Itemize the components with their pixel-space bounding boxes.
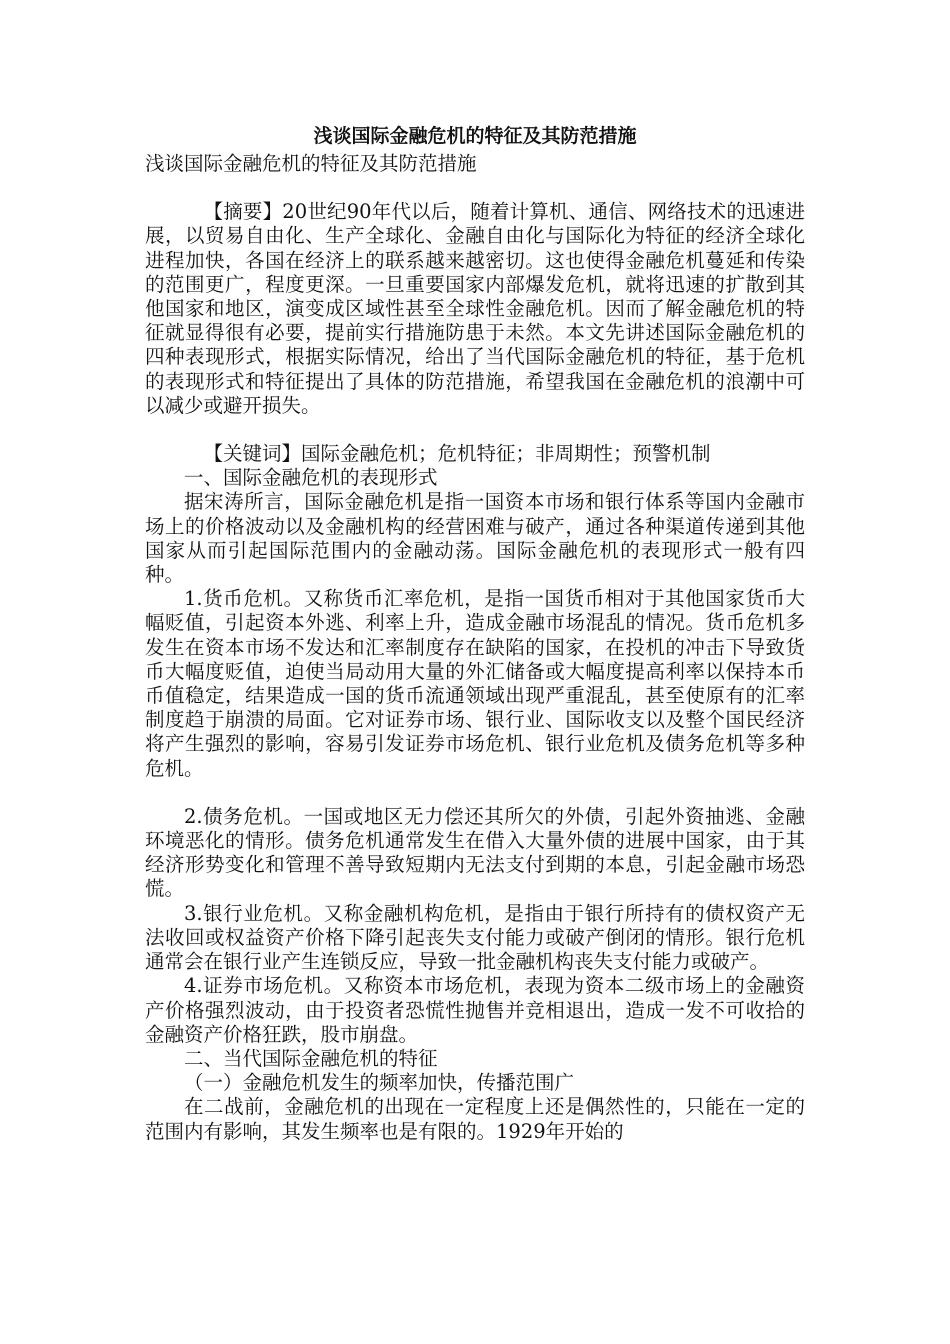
subsection-heading-2-1: （一）金融危机发生的频率加快，传播范围广 [184,1071,575,1095]
section-heading-1: 一、国际金融危机的表现形式 [184,466,438,490]
banking-crisis-paragraph: 3.银行业危机。又称金融机构危机，是指由于银行所持有的债权资产无法收回或权益资产价格下降引起丧失支付能力或破产倒闭的情形。银行危机通常会在银行业产生连锁反应，导致一批金融机构丧失支付能力或破产。 [145,901,805,974]
section-heading-2: 二、当代国际金融危机的特征 [184,1046,438,1070]
securities-crisis-paragraph: 4.证券市场危机。又称资本市场危机，表现为资本二级市场上的金融资产价格强烈波动，由于投资者恐慌性抛售并竞相退出，造成一发不可收拾的金融资产价格狂跌，股市崩盘。 [145,974,805,1046]
abstract-paragraph: 【摘要】20世纪90年代以后，随着计算机、通信、网络技术的迅速进展，以贸易自由化、生产全球化、金融自由化与国际化为特征的经济全球化进程加快，各国在经济上的联系越来越密切。这也使得金融危机蔓延和传染的范围更广，程度更深。一旦重要国家内部爆发危机，就将迅速的扩散到其他国家和地区，演变成区域性甚至全球性金融危机。因而了解金融危机的特征就显得很有必要，提前实行措施防患于未然。本文先讲述国际金融危机的四种表现形式，根据实际情况，给出了当代国际金融危机的特征，基于危机的表现形式和特征提出了具体的防范措施，希望我国在金融危机的浪潮中可以减少或避开损失。 [145,200,805,417]
document-body [145,152,805,1144]
currency-crisis-paragraph: 1.货币危机。又称货币汇率危机，是指一国货币相对于其他国家货币大幅贬值，引起资本外逃、利率上升，造成金融市场混乱的情况。货币危机多发生在资本市场不发达和汇率制度存在缺陷的国家，在投机的冲击下导致货币大幅度贬值，迫使当局动用大量的外汇储备或大幅度提高利率以保持本币币值稳定，结果造成一国的货币流通领域出现严重混乱，甚至使原有的汇率制度趋于崩溃的局面。它对证券市场、银行业、国际收支以及整个国民经济将产生强烈的影响，容易引发证券市场危机、银行业危机及债务危机等多种危机。 [145,587,805,780]
document-subtitle: 浅谈国际金融危机的特征及其防范措施 [145,152,477,175]
section2-paragraph-1: 在二战前，金融危机的出现在一定程度上还是偶然性的，只能在一定的范围内有影响，其发生频率也是有限的。1929年开始的 [145,1095,805,1143]
debt-crisis-paragraph: 2.债务危机。一国或地区无力偿还其所欠的外债，引起外资抽逃、金融环境恶化的情形。债务危机通常发生在借入大量外债的进展中国家，由于其经济形势变化和管理不善导致短期内无法支付到期的本息，引起金融市场恐慌。 [145,804,805,901]
keywords-paragraph: 【关键词】国际金融危机；危机特征；非周期性；预警机制 [203,442,711,466]
document-title: 浅谈国际金融危机的特征及其防范措施 [313,125,637,147]
section1-intro-paragraph: 据宋涛所言，国际金融危机是指一国资本市场和银行体系等国内金融市场上的价格波动以及金融机构的经营困难与破产，通过各种渠道传递到其他国家从而引起国际范围内的金融动荡。国际金融危机的表现形式一般有四种。 [145,490,805,587]
